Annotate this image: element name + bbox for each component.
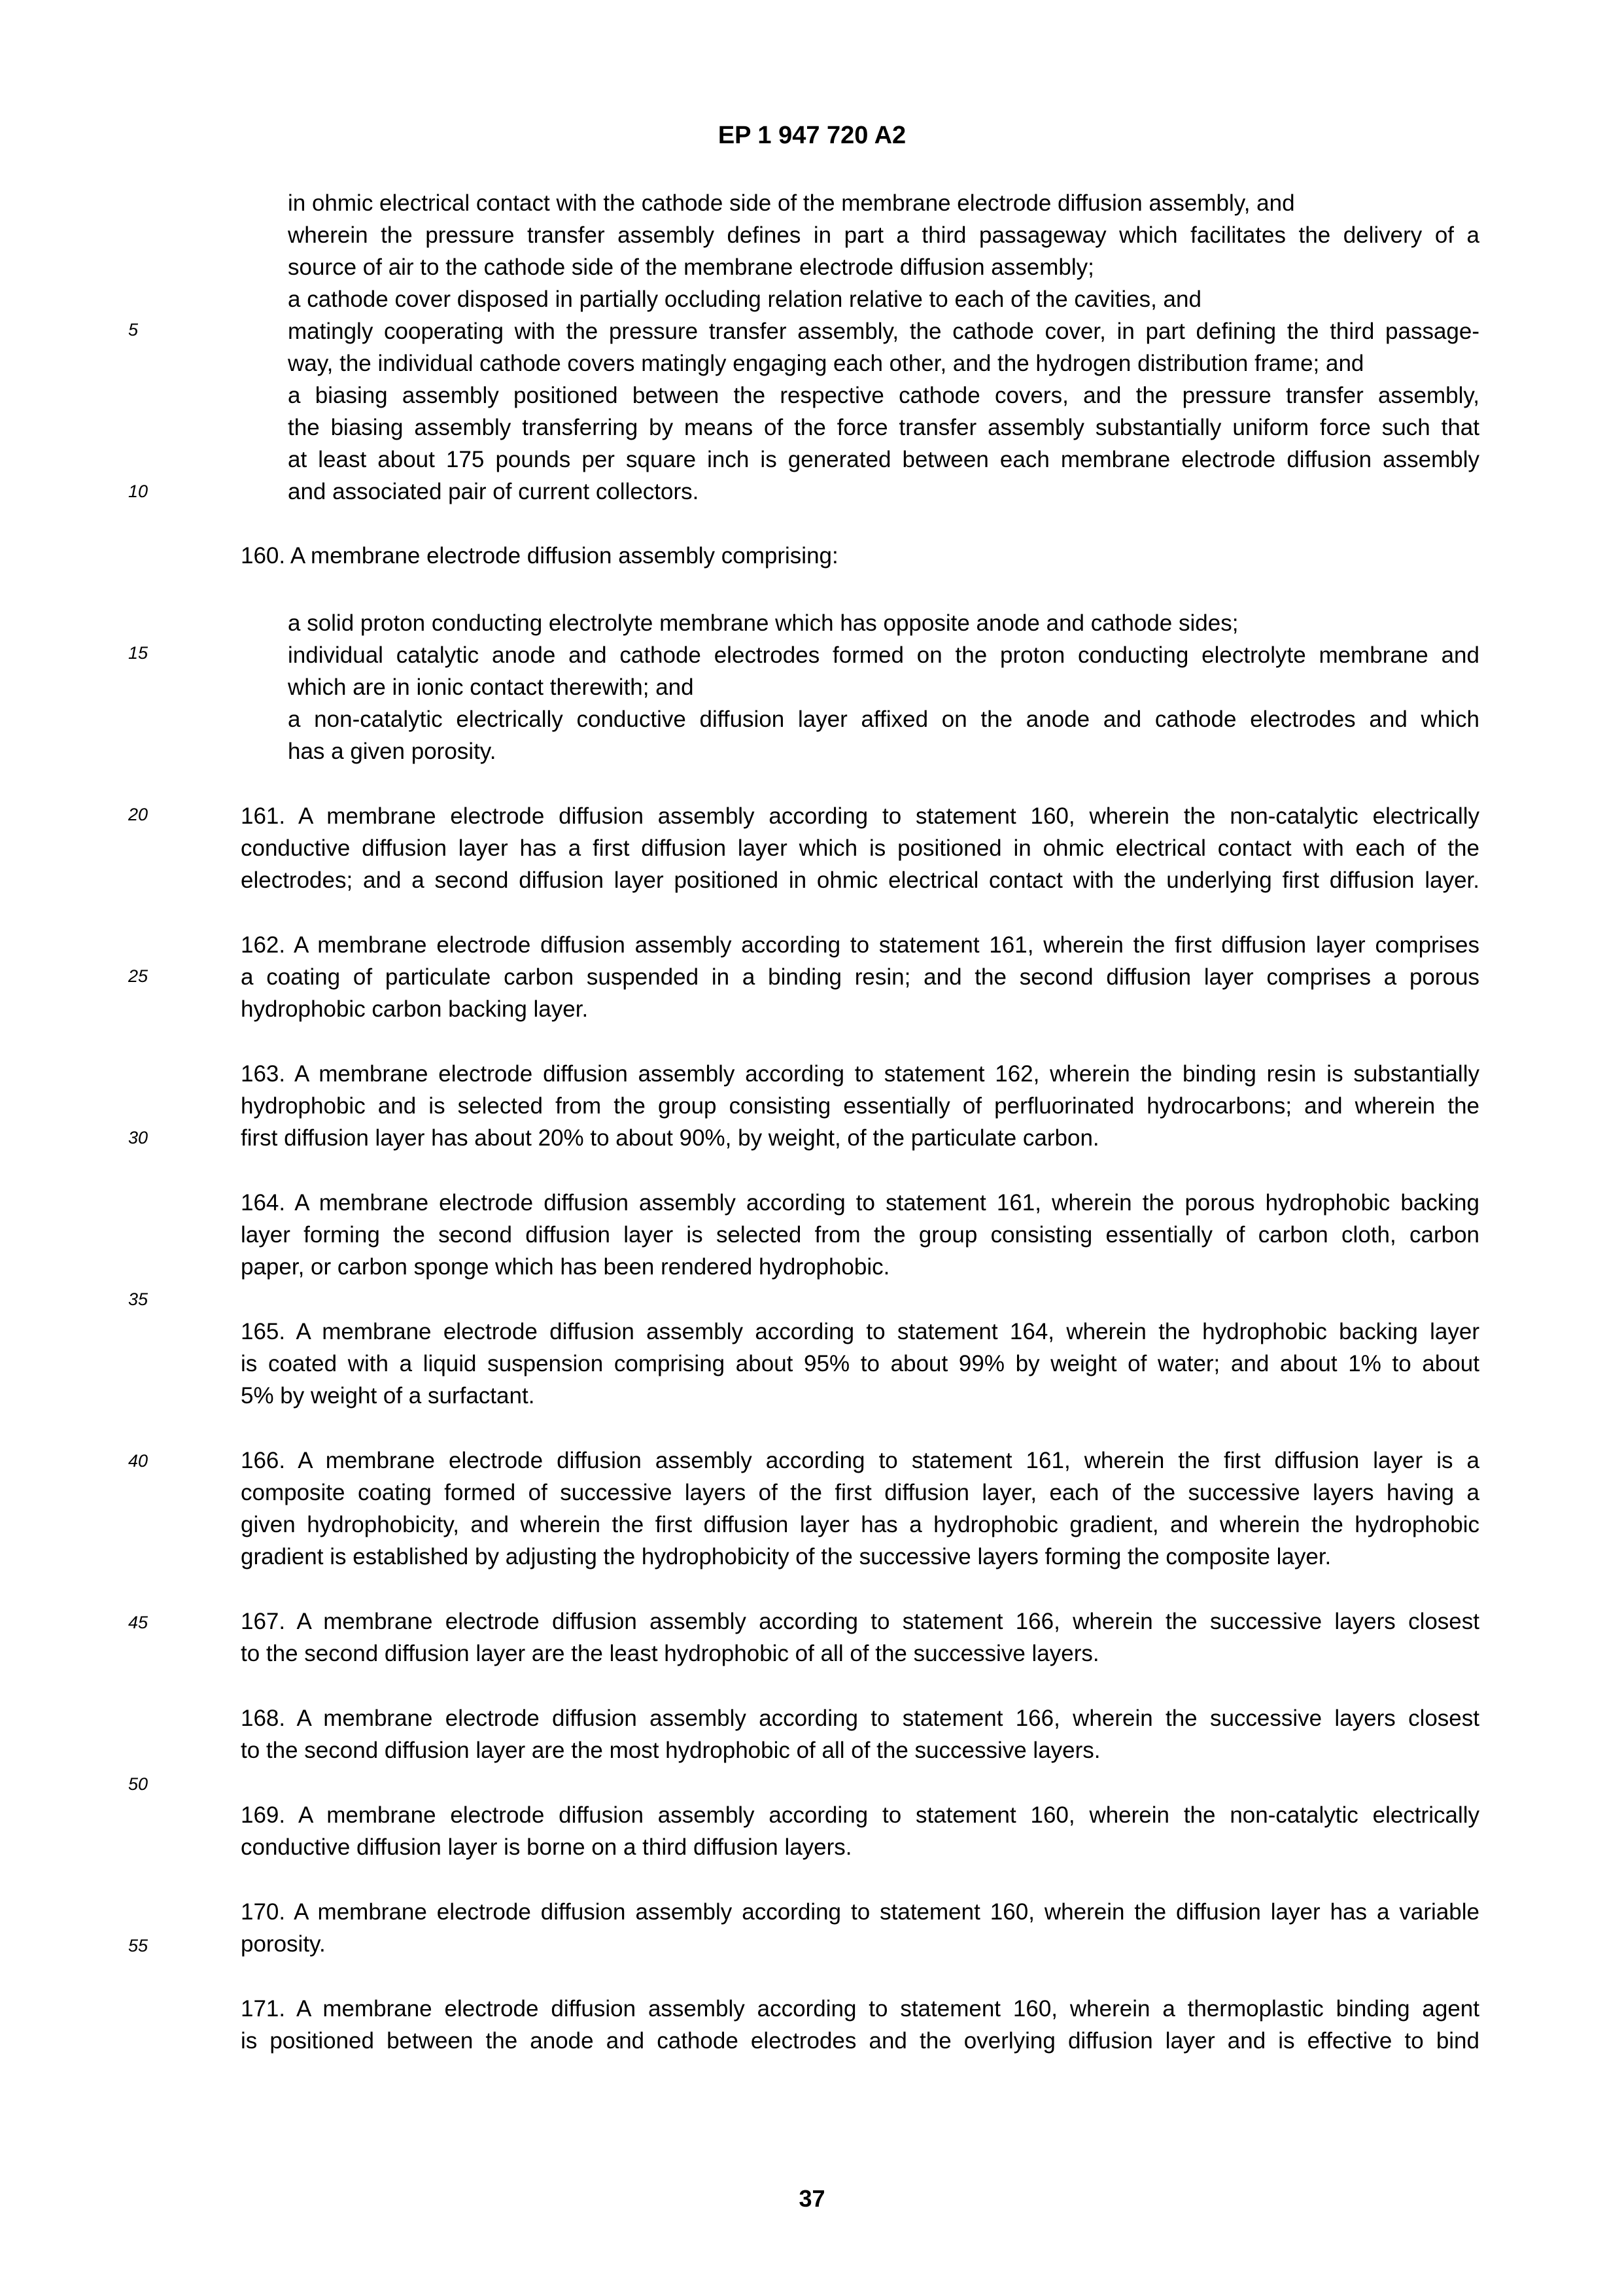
statement-line: 171. A membrane electrode diffusion assembly according to statement 160, wherein a thermoplastic binding agent xyxy=(241,1996,1479,2022)
statement-line: hydrophobic and is selected from the group consisting essentially of perfluorinated hydrocarbons; and wherein the xyxy=(241,1093,1479,1119)
statement-line: to the second diffusion layer are the least hydrophobic of all of the successive layers. xyxy=(241,1641,1099,1666)
statement-line: is positioned between the anode and cathode electrodes and the overlying diffusion layer and is effective to bind xyxy=(241,2028,1479,2054)
statement-line: composite coating formed of successive layers of the first diffusion layer, each of the successive layers having a xyxy=(241,1480,1479,1505)
line-number-50: 50 xyxy=(128,1774,148,1794)
line-number-25: 25 xyxy=(128,966,148,986)
line-number-20: 20 xyxy=(128,805,148,824)
text-line: a cathode cover disposed in partially occluding relation relative to each of the cavities, and xyxy=(288,287,1201,312)
statement-line: a coating of particulate carbon suspended in a binding resin; and the second diffusion layer comprises a porous xyxy=(241,964,1479,990)
text-line: and associated pair of current collectors. xyxy=(288,479,699,504)
line-number-5: 5 xyxy=(128,320,139,340)
page-header: EP 1 947 720 A2 xyxy=(717,122,907,149)
statement-line: 5% by weight of a surfactant. xyxy=(241,1383,535,1409)
text-line: a biasing assembly positioned between the respective cathode covers, and the pressure transfer assembly, xyxy=(288,383,1479,408)
statement-line: 160. A membrane electrode diffusion assembly comprising: xyxy=(241,543,838,569)
statement-line: to the second diffusion layer are the most hydrophobic of all of the successive layers. xyxy=(241,1738,1101,1763)
line-number-55: 55 xyxy=(128,1936,148,1955)
text-line: way, the individual cathode covers matingly engaging each other, and the hydrogen distribution frame; and xyxy=(288,351,1364,376)
statement-line: 166. A membrane electrode diffusion assembly according to statement 161, wherein the first diffusion layer is a xyxy=(241,1448,1479,1473)
statement-line: first diffusion layer has about 20% to about 90%, by weight, of the particulate carbon. xyxy=(241,1125,1099,1151)
text-line: wherein the pressure transfer assembly defines in part a third passageway which facilitates the delivery of a xyxy=(288,222,1479,248)
statement-sub-line: individual catalytic anode and cathode electrodes formed on the proton conducting electrolyte membrane and xyxy=(288,642,1479,668)
statement-line: gradient is established by adjusting the hydrophobicity of the successive layers forming the composite layer. xyxy=(241,1544,1332,1569)
line-number-15: 15 xyxy=(128,643,148,663)
statement-sub-line: which are in ionic contact therewith; and xyxy=(288,674,694,700)
statement-line: electrodes; and a second diffusion layer positioned in ohmic electrical contact with the underlying first diffusion layer. xyxy=(241,867,1479,893)
statement-sub-line: a non-catalytic electrically conductive diffusion layer affixed on the anode and cathode electrodes and which xyxy=(288,707,1479,732)
statement-sub-line: has a given porosity. xyxy=(288,739,496,764)
text-line: in ohmic electrical contact with the cathode side of the membrane electrode diffusion assembly, and xyxy=(288,190,1295,216)
statement-line: 169. A membrane electrode diffusion assembly according to statement 160, wherein the non-catalytic electrically xyxy=(241,1802,1479,1828)
page-number: 37 xyxy=(799,2185,825,2212)
line-number-35: 35 xyxy=(128,1289,148,1309)
statement-line: conductive diffusion layer is borne on a third diffusion layers. xyxy=(241,1834,852,1860)
statement-line: conductive diffusion layer has a first diffusion layer which is positioned in ohmic electrical contact with each of the xyxy=(241,835,1479,861)
text-line: the biasing assembly transferring by means of the force transfer assembly substantially uniform force such that xyxy=(288,415,1479,440)
statement-line: 165. A membrane electrode diffusion assembly according to statement 164, wherein the hydrophobic backing layer xyxy=(241,1319,1479,1344)
statement-line: paper, or carbon sponge which has been rendered hydrophobic. xyxy=(241,1254,890,1280)
statement-line: layer forming the second diffusion layer is selected from the group consisting essentially of carbon cloth, carbon xyxy=(241,1222,1479,1248)
statement-line: given hydrophobicity, and wherein the first diffusion layer has a hydrophobic gradient, and wherein the hydrophobic xyxy=(241,1512,1479,1537)
statement-line: 170. A membrane electrode diffusion assembly according to statement 160, wherein the diffusion layer has a variable xyxy=(241,1899,1479,1925)
statement-line: 168. A membrane electrode diffusion assembly according to statement 166, wherein the successive layers closest xyxy=(241,1706,1479,1731)
statement-sub-line: a solid proton conducting electrolyte membrane which has opposite anode and cathode sides; xyxy=(288,610,1239,636)
line-number-10: 10 xyxy=(128,482,148,501)
statement-line: 167. A membrane electrode diffusion assembly according to statement 166, wherein the successive layers closest xyxy=(241,1609,1479,1634)
statement-line: hydrophobic carbon backing layer. xyxy=(241,996,589,1022)
line-number-30: 30 xyxy=(128,1128,148,1148)
statement-line: 161. A membrane electrode diffusion assembly according to statement 160, wherein the non-catalytic electrically xyxy=(241,803,1479,829)
statement-line: 162. A membrane electrode diffusion assembly according to statement 161, wherein the first diffusion layer comprises xyxy=(241,932,1479,958)
statement-line: porosity. xyxy=(241,1931,326,1957)
line-number-45: 45 xyxy=(128,1613,148,1632)
line-number-40: 40 xyxy=(128,1451,148,1471)
text-line: source of air to the cathode side of the membrane electrode diffusion assembly; xyxy=(288,254,1094,280)
text-line: matingly cooperating with the pressure transfer assembly, the cathode cover, in part defining the third passage- xyxy=(288,319,1479,344)
statement-line: 164. A membrane electrode diffusion assembly according to statement 161, wherein the porous hydrophobic backing xyxy=(241,1190,1479,1216)
statement-line: 163. A membrane electrode diffusion assembly according to statement 162, wherein the binding resin is substantially xyxy=(241,1061,1479,1087)
statement-line: is coated with a liquid suspension comprising about 95% to about 99% by weight of water; and about 1% to about xyxy=(241,1351,1479,1376)
text-line: at least about 175 pounds per square inch is generated between each membrane electrode diffusion assembly xyxy=(288,447,1479,472)
